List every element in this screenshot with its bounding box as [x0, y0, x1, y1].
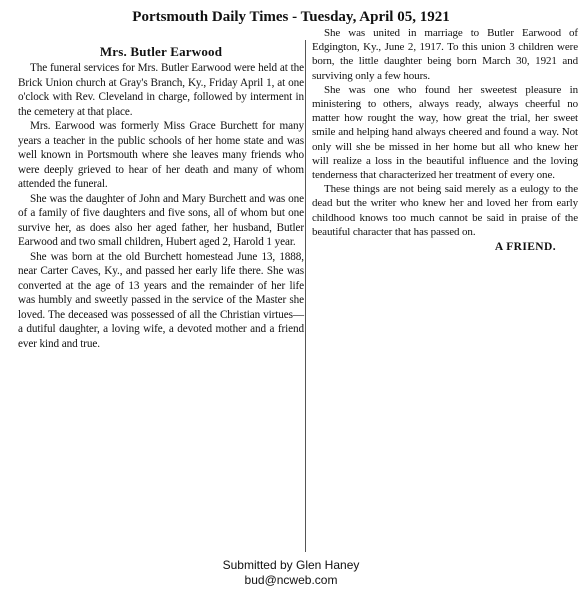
article-paragraph: The funeral services for Mrs. Butler Earwood were held at the Brick Union church at Gray's Branch, Ky., Friday April 1, at one o'clock with Rev. Cleveland in charge, followed by interment in the cemetery at that place. [18, 62, 304, 118]
submission-footer [0, 558, 582, 588]
article-paragraph: She was united in marriage to Butler Earwood of Edgington, Ky., June 2, 1917. To this union 3 children were born, the little daughter being born March 30, 1921 and surviving only a few hours. [312, 27, 578, 82]
article-left-column [18, 44, 304, 351]
submitted-by-text: Submitted by Glen Haney [222, 558, 360, 572]
column-divider [305, 40, 306, 552]
article-paragraph: Mrs. Earwood was formerly Miss Grace Burchett for many years a teacher in the public schools of her home state and was well known in Portsmouth where she leaves many friends who were deeply grieved to hear of her death and many of whom attended the funeral. [18, 120, 304, 190]
article-title: Mrs. Butler Earwood [99, 44, 223, 59]
article-paragraph: These things are not being said merely as a eulogy to the dead but the writer who knew her and loved her from early childhood knows too much cannot be said in praise of the beautiful character that has passed on. [312, 183, 578, 238]
article-paragraph: She was the daughter of John and Mary Burchett and was one of a family of five daughters and five sons, all of whom but one survive her, as does also her aged father, her husband, Butler Earwood and two small children, Hubert aged 2, Harold 1 year. [18, 192, 304, 248]
article-right-column [312, 26, 578, 253]
article-signoff: A FRIEND. [494, 241, 556, 254]
article-paragraph: She was one who found her sweetest pleasure in ministering to others, always ready, always cheerful no matter how rought the way, how great the trial, her sweet smile and helping hand always cheered and found a way. Not only will she be missed in her home but all who knew her will realize a loss in the beautiful influence and the loving tenderness that characterized her treatment of every one. [312, 83, 578, 182]
email-text: bud@ncweb.com [244, 573, 338, 587]
page-header: Portsmouth Daily Times - Tuesday, April 05, 1921 [132, 9, 450, 25]
article-paragraph: She was born at the old Burchett homestead June 13, 1888, near Carter Caves, Ky., and passed her early life there. She was converted at the age of 13 years and the remainder of her life was humbly and sweetly passed in the service of the Master she loved. The deceased was possessed of all the Christian virtues—a dutiful daughter, a loving wife, a devoted mother and a friend ever kind and true. [18, 250, 304, 350]
